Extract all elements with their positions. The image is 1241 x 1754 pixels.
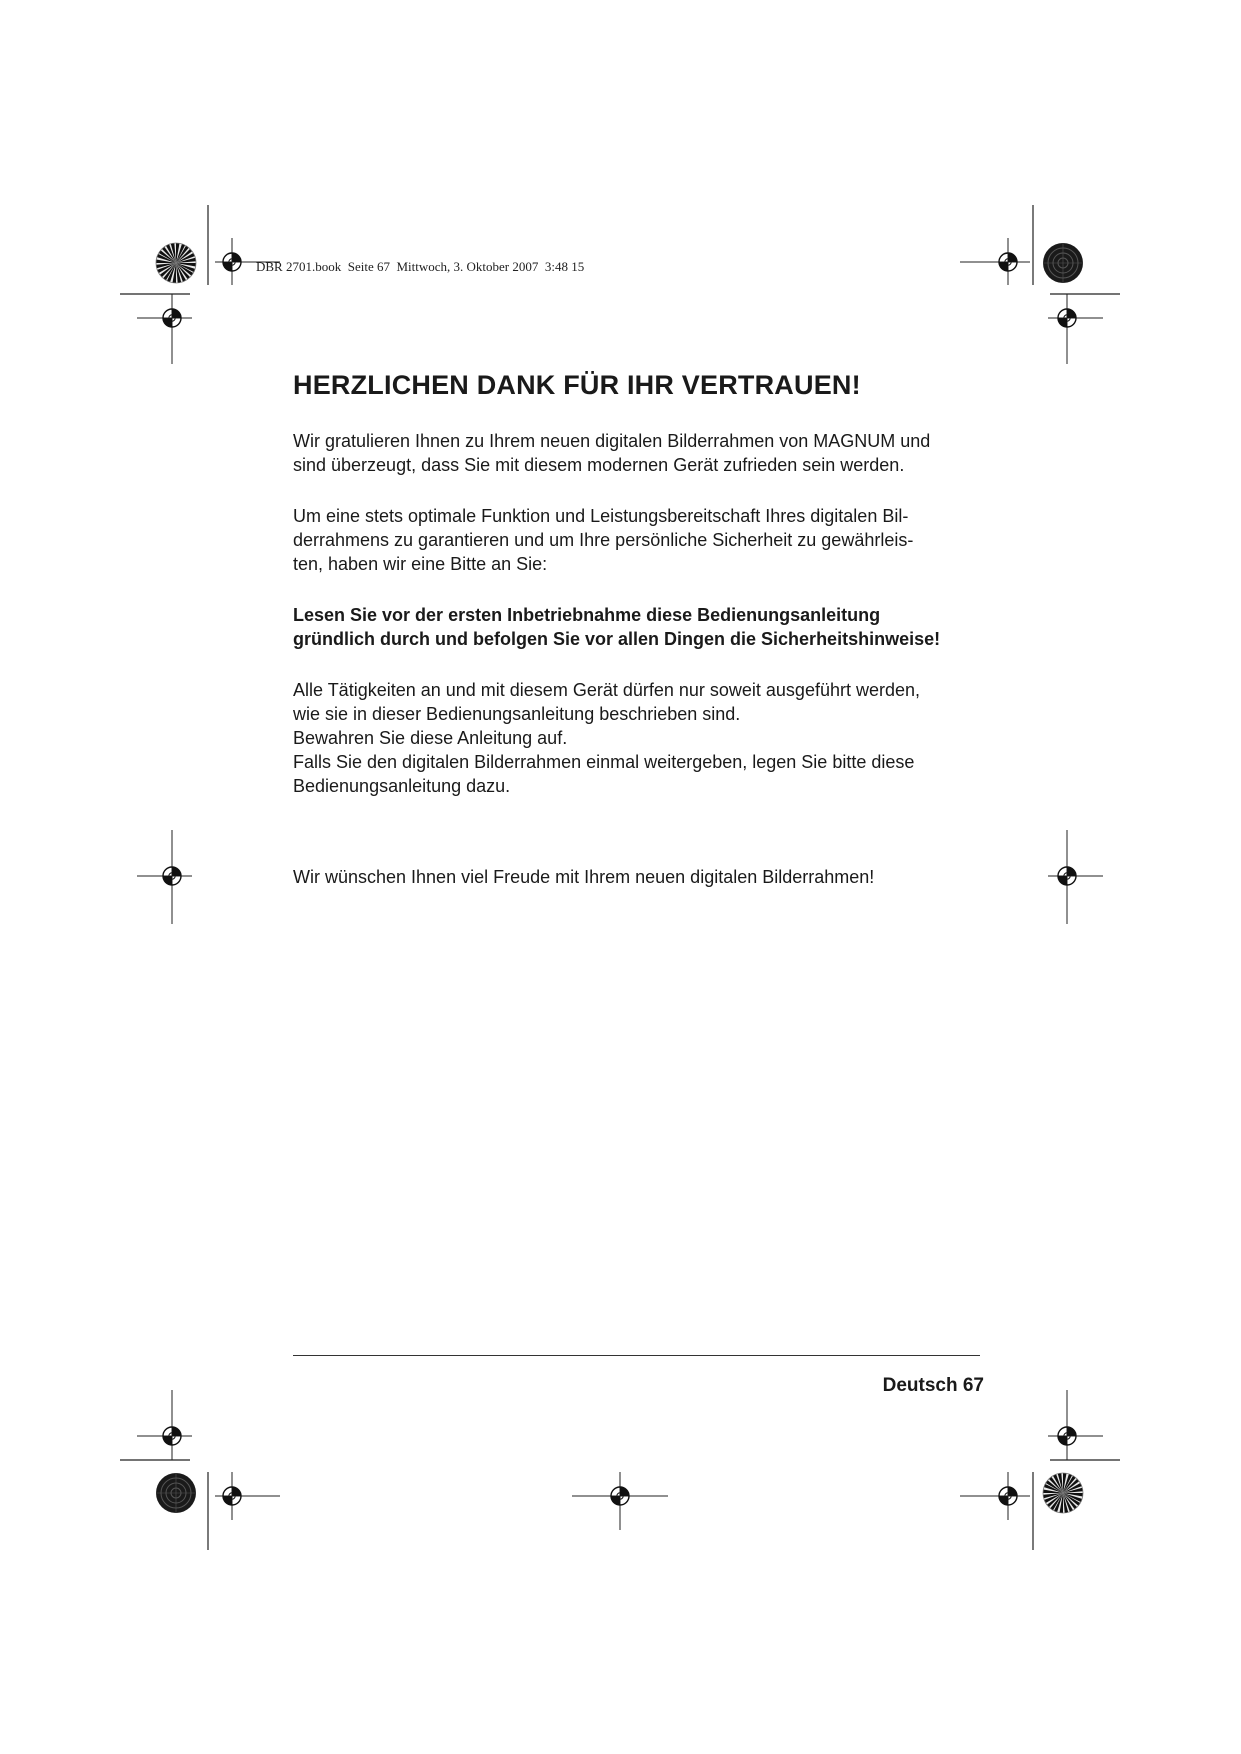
text-line: Bewahren Sie diese Anleitung auf. [293,728,568,748]
slug-line: DBR 2701.book Seite 67 Mittwoch, 3. Oktober 2007 3:48 15 [256,259,585,274]
request-paragraph [293,504,993,576]
instructions-paragraph [293,678,993,798]
top-right-registration-mark [960,238,1030,285]
top-right-side-registration-mark [1048,294,1103,364]
top-left-star-target [156,243,196,283]
text-line: derrahmens zu garantieren und um Ihre persönliche Sicherheit zu gewährleis- [293,530,914,550]
text-line: Falls Sie den digitalen Bilderrahmen einmal weitergeben, legen Sie bitte diese [293,752,915,772]
page-title: HERZLICHEN DANK FÜR IHR VERTRAUEN! [293,370,861,400]
text-line: sind überzeugt, dass Sie mit diesem modernen Gerät zufrieden sein werden. [293,455,905,475]
text-line: Wir gratulieren Ihnen zu Ihrem neuen digitalen Bilderrahmen von MAGNUM und [293,431,931,451]
text-line: wie sie in dieser Bedienungsanleitung beschrieben sind. [293,704,741,724]
middle-left-registration-mark [137,830,192,924]
bottom-right-registration-mark [960,1472,1030,1520]
text-line: Lesen Sie vor der ersten Inbetriebnahme diese Bedienungsanleitung [293,605,881,625]
safety-notice [293,603,993,651]
bottom-left-registration-mark [215,1472,280,1520]
intro-paragraph [293,429,993,477]
text-line: gründlich durch und befolgen Sie vor allen Dingen die Sicherheitshinweise! [293,629,941,649]
footer-divider [293,1355,980,1356]
bottom-right-star-target [1043,1473,1083,1513]
text-line: Bedienungsanleitung dazu. [293,776,511,796]
text-line: Alle Tätigkeiten an und mit diesem Gerät dürfen nur soweit ausgeführt werden, [293,680,921,700]
page-content [293,370,993,825]
bottom-left-dark-target [156,1473,196,1513]
closing-line: Wir wünschen Ihnen viel Freude mit Ihrem neuen digitalen Bilderrahmen! [293,867,875,887]
bottom-center-registration-mark [572,1472,668,1530]
top-left-side-registration-mark [137,294,192,364]
text-line: Um eine stets optimale Funktion und Leistungsbereitschaft Ihres digitalen Bil- [293,506,909,526]
bottom-right-side-registration-mark [1048,1390,1103,1460]
bottom-left-side-registration-mark [137,1390,192,1460]
middle-right-registration-mark [1048,830,1103,924]
text-line: ten, haben wir eine Bitte an Sie: [293,554,548,574]
top-right-dark-target [1043,243,1083,283]
page-footer-label: Deutsch 67 [882,1375,984,1396]
